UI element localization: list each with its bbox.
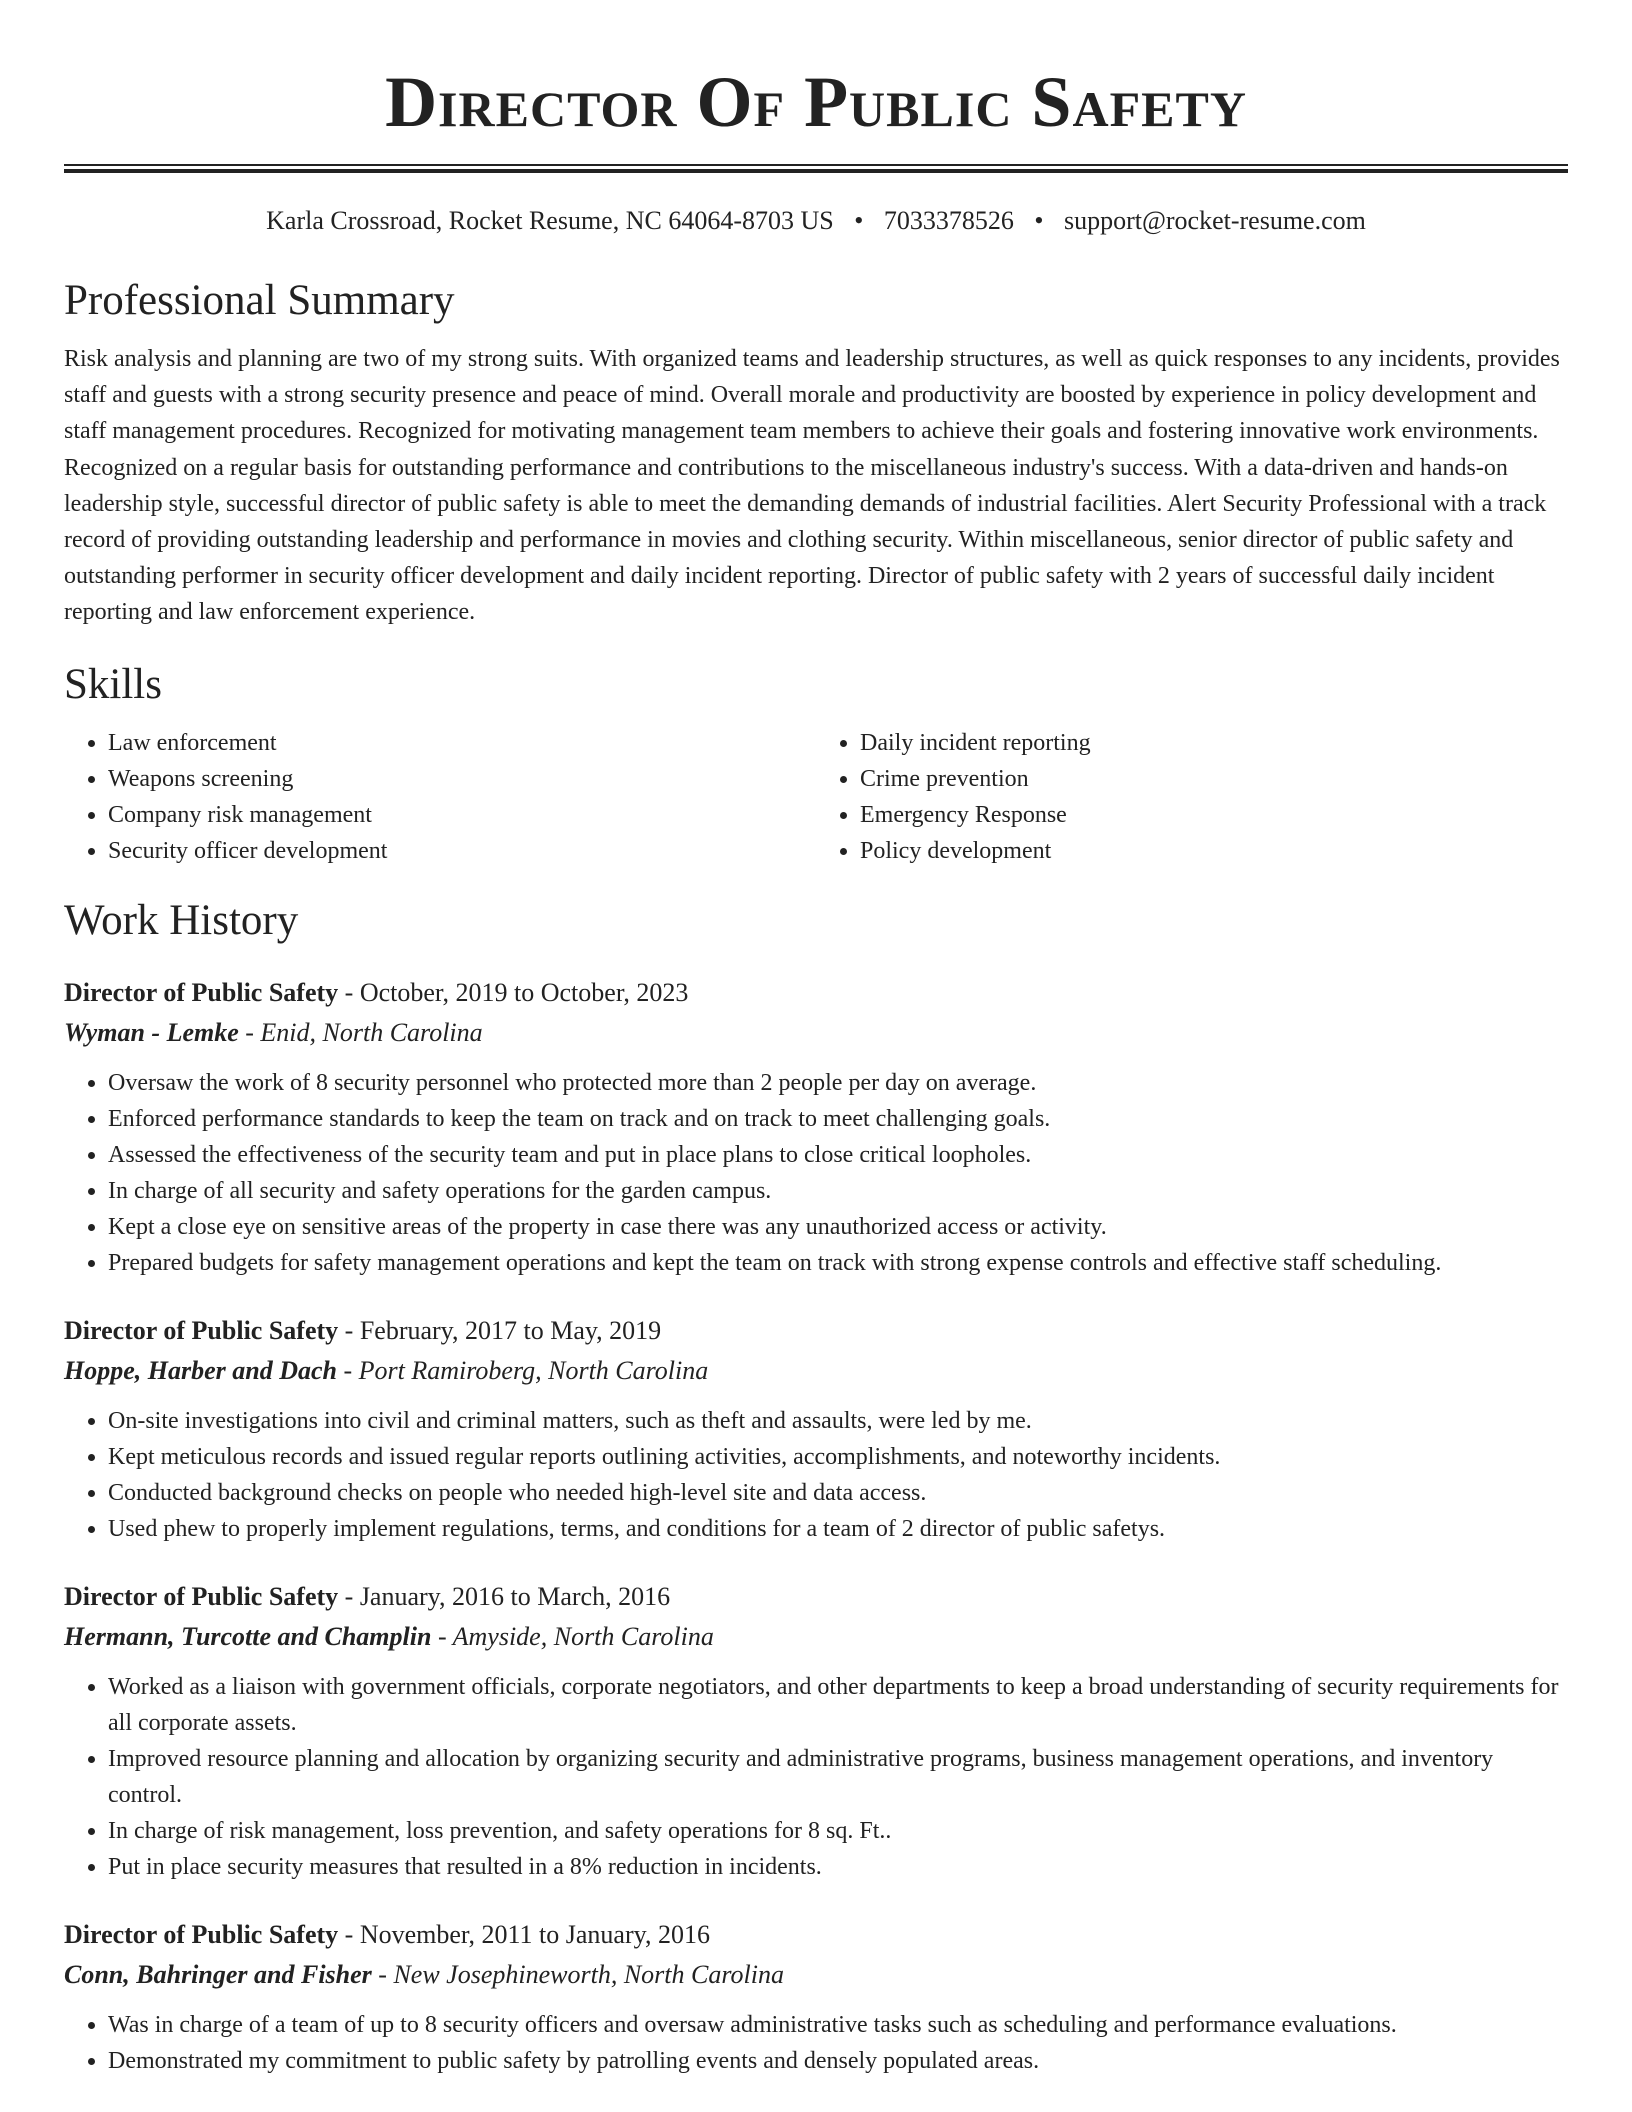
- job-bullet: • Demonstrated my commitment to public safety by patrolling events and densely populated areas.: [108, 2043, 1568, 2079]
- skills-column-right: [816, 725, 1568, 869]
- skills-column-left: [64, 725, 816, 869]
- job-dates: - October, 2019 to October, 2023: [338, 977, 689, 1007]
- job-company: Conn, Bahringer and Fisher: [64, 1959, 372, 1989]
- job-entry: [64, 1311, 1568, 1547]
- skills-grid: [64, 725, 1568, 869]
- job-bullets: [64, 1065, 1568, 1281]
- contact-email: support@rocket-resume.com: [1063, 206, 1366, 235]
- job-company-line: [64, 1955, 1568, 1995]
- job-bullet: • Improved resource planning and allocation by organizing security and administrative programs, business management operations, and inventory control.: [108, 1741, 1568, 1813]
- resume-page: [64, 0, 1568, 2079]
- skill-item: • Weapons screening: [108, 761, 816, 797]
- job-bullet: • Put in place security measures that resulted in a 8% reduction in incidents.: [108, 1849, 1568, 1885]
- job-company: Hermann, Turcotte and Champlin: [64, 1621, 432, 1651]
- job-title: Director of Public Safety: [64, 1315, 339, 1345]
- title-divider: [64, 164, 1568, 173]
- job-bullets: [64, 1403, 1568, 1547]
- job-bullet: • Enforced performance standards to keep the team on track and on track to meet challenging goals.: [108, 1101, 1568, 1137]
- job-bullet: • Was in charge of a team of up to 8 security officers and oversaw administrative tasks such as scheduling and performance evaluations.: [108, 2007, 1568, 2043]
- summary-heading: Professional Summary: [64, 277, 455, 324]
- job-company: Hoppe, Harber and Dach: [64, 1355, 337, 1385]
- job-bullet: • Prepared budgets for safety management operations and kept the team on track with strong expense controls and effective staff scheduling.: [108, 1245, 1568, 1281]
- job-location: - Amyside, North Carolina: [431, 1621, 714, 1651]
- skill-item: • Law enforcement: [108, 725, 816, 761]
- job-title-line: [64, 1311, 1568, 1351]
- job-bullets: [64, 1669, 1568, 1885]
- contact-address: Karla Crossroad, Rocket Resume, NC 64064-8703 US: [266, 206, 834, 235]
- job-dates: - November, 2011 to January, 2016: [338, 1919, 710, 1949]
- skill-item: • Policy development: [860, 833, 1568, 869]
- contact-separator: •: [854, 206, 864, 235]
- contact-phone: 7033378526: [883, 206, 1014, 235]
- job-title: Director of Public Safety: [64, 1581, 339, 1611]
- job-bullet: • Kept meticulous records and issued regular reports outlining activities, accomplishments, and noteworthy incidents.: [108, 1439, 1568, 1475]
- job-entry: [64, 973, 1568, 1281]
- job-company-line: [64, 1617, 1568, 1657]
- work-history-section: [64, 895, 1568, 2079]
- job-dates: - January, 2016 to March, 2016: [338, 1581, 671, 1611]
- job-title-line: [64, 1577, 1568, 1617]
- job-location: - Port Ramiroberg, North Carolina: [337, 1355, 709, 1385]
- skill-item: • Emergency Response: [860, 797, 1568, 833]
- work-history-heading: Work History: [64, 896, 299, 944]
- skills-section: [64, 659, 1568, 869]
- job-bullet: • Worked as a liaison with government officials, corporate negotiators, and other departments to keep a broad understanding of security requirements for all corporate assets.: [108, 1669, 1568, 1741]
- skill-item: • Company risk management: [108, 797, 816, 833]
- job-title-line: [64, 1915, 1568, 1955]
- summary-text: Risk analysis and planning are two of my strong suits. With organized teams and leadership structures, as well as quick responses to any incidents, provides staff and guests with a strong security presence and peace of mind. Overall morale and productivity are boosted by experience in policy development and staff management procedures. Recognized for motivating management team members to achieve their goals and fostering innovative work environments. Recognized on a regular basis for outstanding performance and contributions to the miscellaneous industry's success. With a data-driven and hands-on leadership style, successful director of public safety is able to meet the demanding demands of industrial facilities. Alert Security Professional with a track record of providing outstanding leadership and performance in movies and clothing security. Within miscellaneous, senior director of public safety and outstanding performer in security officer development and daily incident reporting. Director of public safety with 2 years of successful daily incident reporting and law enforcement experience.: [64, 346, 1560, 626]
- skill-item: • Security officer development: [108, 833, 816, 869]
- job-dates: - February, 2017 to May, 2019: [338, 1315, 662, 1345]
- job-bullet: • Used phew to properly implement regulations, terms, and conditions for a team of 2 director of public safetys.: [108, 1511, 1568, 1547]
- job-location: - Enid, North Carolina: [238, 1017, 483, 1047]
- skill-item: • Daily incident reporting: [860, 725, 1568, 761]
- resume-title: Director Of Public Safety: [385, 62, 1247, 142]
- job-company-line: [64, 1351, 1568, 1391]
- summary-section: [64, 275, 1568, 631]
- job-bullet: • Conducted background checks on people who needed high-level site and data access.: [108, 1475, 1568, 1511]
- job-entry: [64, 1915, 1568, 2079]
- contact-line: [64, 205, 1568, 237]
- job-title-line: [64, 973, 1568, 1013]
- contact-separator: •: [1034, 206, 1044, 235]
- job-company: Wyman - Lemke: [64, 1017, 239, 1047]
- job-bullet: • Kept a close eye on sensitive areas of the property in case there was any unauthorized access or activity.: [108, 1209, 1568, 1245]
- job-location: - New Josephineworth, North Carolina: [371, 1959, 784, 1989]
- job-title: Director of Public Safety: [64, 1919, 339, 1949]
- job-bullet: • In charge of risk management, loss prevention, and safety operations for 8 sq. Ft..: [108, 1813, 1568, 1849]
- job-company-line: [64, 1013, 1568, 1053]
- job-title: Director of Public Safety: [64, 977, 339, 1007]
- job-bullet: • Assessed the effectiveness of the security team and put in place plans to close critical loopholes.: [108, 1137, 1568, 1173]
- skill-item: • Crime prevention: [860, 761, 1568, 797]
- job-bullet: • In charge of all security and safety operations for the garden campus.: [108, 1173, 1568, 1209]
- job-entry: [64, 1577, 1568, 1885]
- skills-heading: Skills: [64, 660, 162, 708]
- job-bullet: • Oversaw the work of 8 security personnel who protected more than 2 people per day on average.: [108, 1065, 1568, 1101]
- job-bullets: [64, 2007, 1568, 2079]
- job-bullet: • On-site investigations into civil and criminal matters, such as theft and assaults, were led by me.: [108, 1403, 1568, 1439]
